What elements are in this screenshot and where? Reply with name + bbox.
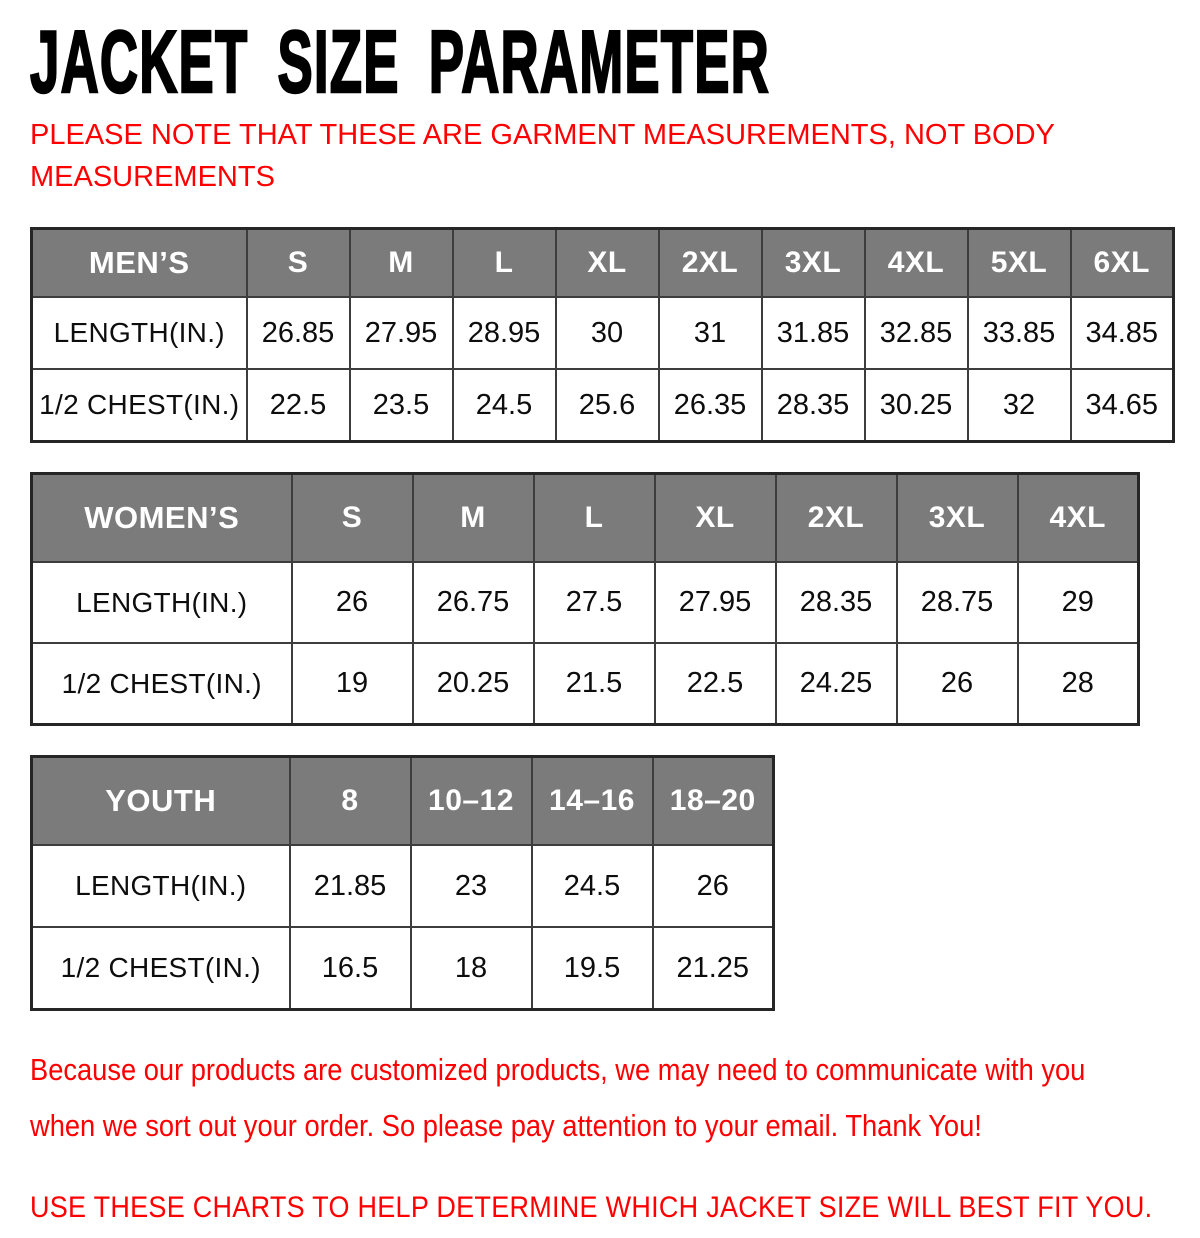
row-label: LENGTH(IN.): [32, 562, 292, 643]
table-row: [32, 562, 1139, 643]
note-line-1: PLEASE NOTE THAT THESE ARE GARMENT MEASUREMENTS, NOT BODY: [30, 119, 1055, 151]
size-column-header: 4XL: [1018, 474, 1139, 563]
size-value: 27.5: [534, 562, 655, 643]
size-value: 26: [897, 643, 1018, 725]
row-label: LENGTH(IN.): [32, 845, 290, 927]
size-value: 24.5: [453, 369, 556, 442]
table-title: YOUTH: [32, 757, 290, 846]
size-column-header: 4XL: [865, 229, 968, 298]
footer-use-charts-line: USE THESE CHARTS TO HELP DETERMINE WHICH JACKET SIZE WILL BEST FIT YOU.: [30, 1191, 1153, 1224]
size-value: 18: [411, 927, 532, 1010]
table-row: [32, 297, 1174, 369]
page-title: [30, 12, 1200, 111]
size-value: 24.25: [776, 643, 897, 725]
size-value: 26: [653, 845, 774, 927]
size-column-header: 8: [290, 757, 411, 846]
size-value: 31.85: [762, 297, 865, 369]
size-column-header: M: [413, 474, 534, 563]
table-title: MEN’S: [32, 229, 247, 298]
size-value: 30: [556, 297, 659, 369]
table-row: [32, 369, 1174, 442]
table-row: [32, 927, 774, 1010]
size-value: 22.5: [247, 369, 350, 442]
size-column-header: S: [247, 229, 350, 298]
table-row: [32, 643, 1139, 725]
size-value: 21.85: [290, 845, 411, 927]
size-value: 16.5: [290, 927, 411, 1010]
size-value: 28.95: [453, 297, 556, 369]
size-value: 34.65: [1071, 369, 1174, 442]
size-column-header: 5XL: [968, 229, 1071, 298]
size-value: 24.5: [532, 845, 653, 927]
size-value: 32: [968, 369, 1071, 442]
youth-size-table: [30, 755, 775, 1011]
size-column-header: 3XL: [762, 229, 865, 298]
womens-size-table-section: [30, 472, 1200, 726]
size-value: 19: [292, 643, 413, 725]
size-value: 28.35: [776, 562, 897, 643]
womens-size-table: [30, 472, 1140, 726]
row-label: 1/2 CHEST(IN.): [32, 927, 290, 1010]
size-value: 26.35: [659, 369, 762, 442]
size-column-header: 14–16: [532, 757, 653, 846]
size-value: 20.25: [413, 643, 534, 725]
size-value: 19.5: [532, 927, 653, 1010]
size-column-header: L: [534, 474, 655, 563]
size-value: 28: [1018, 643, 1139, 725]
row-label: 1/2 CHEST(IN.): [32, 369, 247, 442]
size-value: 21.25: [653, 927, 774, 1010]
size-value: 21.5: [534, 643, 655, 725]
size-column-header: 3XL: [897, 474, 1018, 563]
size-value: 32.85: [865, 297, 968, 369]
table-row: [32, 845, 774, 927]
size-value: 23: [411, 845, 532, 927]
youth-size-table-section: [30, 755, 1200, 1011]
row-label: 1/2 CHEST(IN.): [32, 643, 292, 725]
size-column-header: XL: [655, 474, 776, 563]
size-value: 29: [1018, 562, 1139, 643]
note-line-2: MEASUREMENTS: [30, 161, 275, 193]
size-value: 31: [659, 297, 762, 369]
size-value: 28.75: [897, 562, 1018, 643]
row-label: LENGTH(IN.): [32, 297, 247, 369]
size-column-header: 2XL: [659, 229, 762, 298]
size-value: 27.95: [655, 562, 776, 643]
size-value: 26.85: [247, 297, 350, 369]
mens-size-table: [30, 227, 1175, 443]
size-value: 26.75: [413, 562, 534, 643]
size-value: 33.85: [968, 297, 1071, 369]
size-column-header: L: [453, 229, 556, 298]
size-value: 25.6: [556, 369, 659, 442]
footer-communication-line-1: Because our products are customized products, we may need to communicate with you: [30, 1052, 1086, 1087]
footer-notes: [30, 1045, 1200, 1238]
size-value: 23.5: [350, 369, 453, 442]
size-column-header: M: [350, 229, 453, 298]
size-column-header: XL: [556, 229, 659, 298]
size-value: 27.95: [350, 297, 453, 369]
size-value: 34.85: [1071, 297, 1174, 369]
size-value: 22.5: [655, 643, 776, 725]
footer-communication-line-2: when we sort out your order. So please pay attention to your email. Thank You!: [30, 1108, 982, 1143]
size-value: 30.25: [865, 369, 968, 442]
size-column-header: 2XL: [776, 474, 897, 563]
size-value: 26: [292, 562, 413, 643]
size-column-header: 6XL: [1071, 229, 1174, 298]
garment-measurement-note: [30, 114, 1200, 198]
page-title-text: JACKET SIZE PARAMETER: [30, 12, 771, 111]
size-column-header: S: [292, 474, 413, 563]
size-column-header: 18–20: [653, 757, 774, 846]
size-value: 28.35: [762, 369, 865, 442]
size-column-header: 10–12: [411, 757, 532, 846]
table-title: WOMEN’S: [32, 474, 292, 563]
mens-size-table-section: [30, 227, 1200, 443]
